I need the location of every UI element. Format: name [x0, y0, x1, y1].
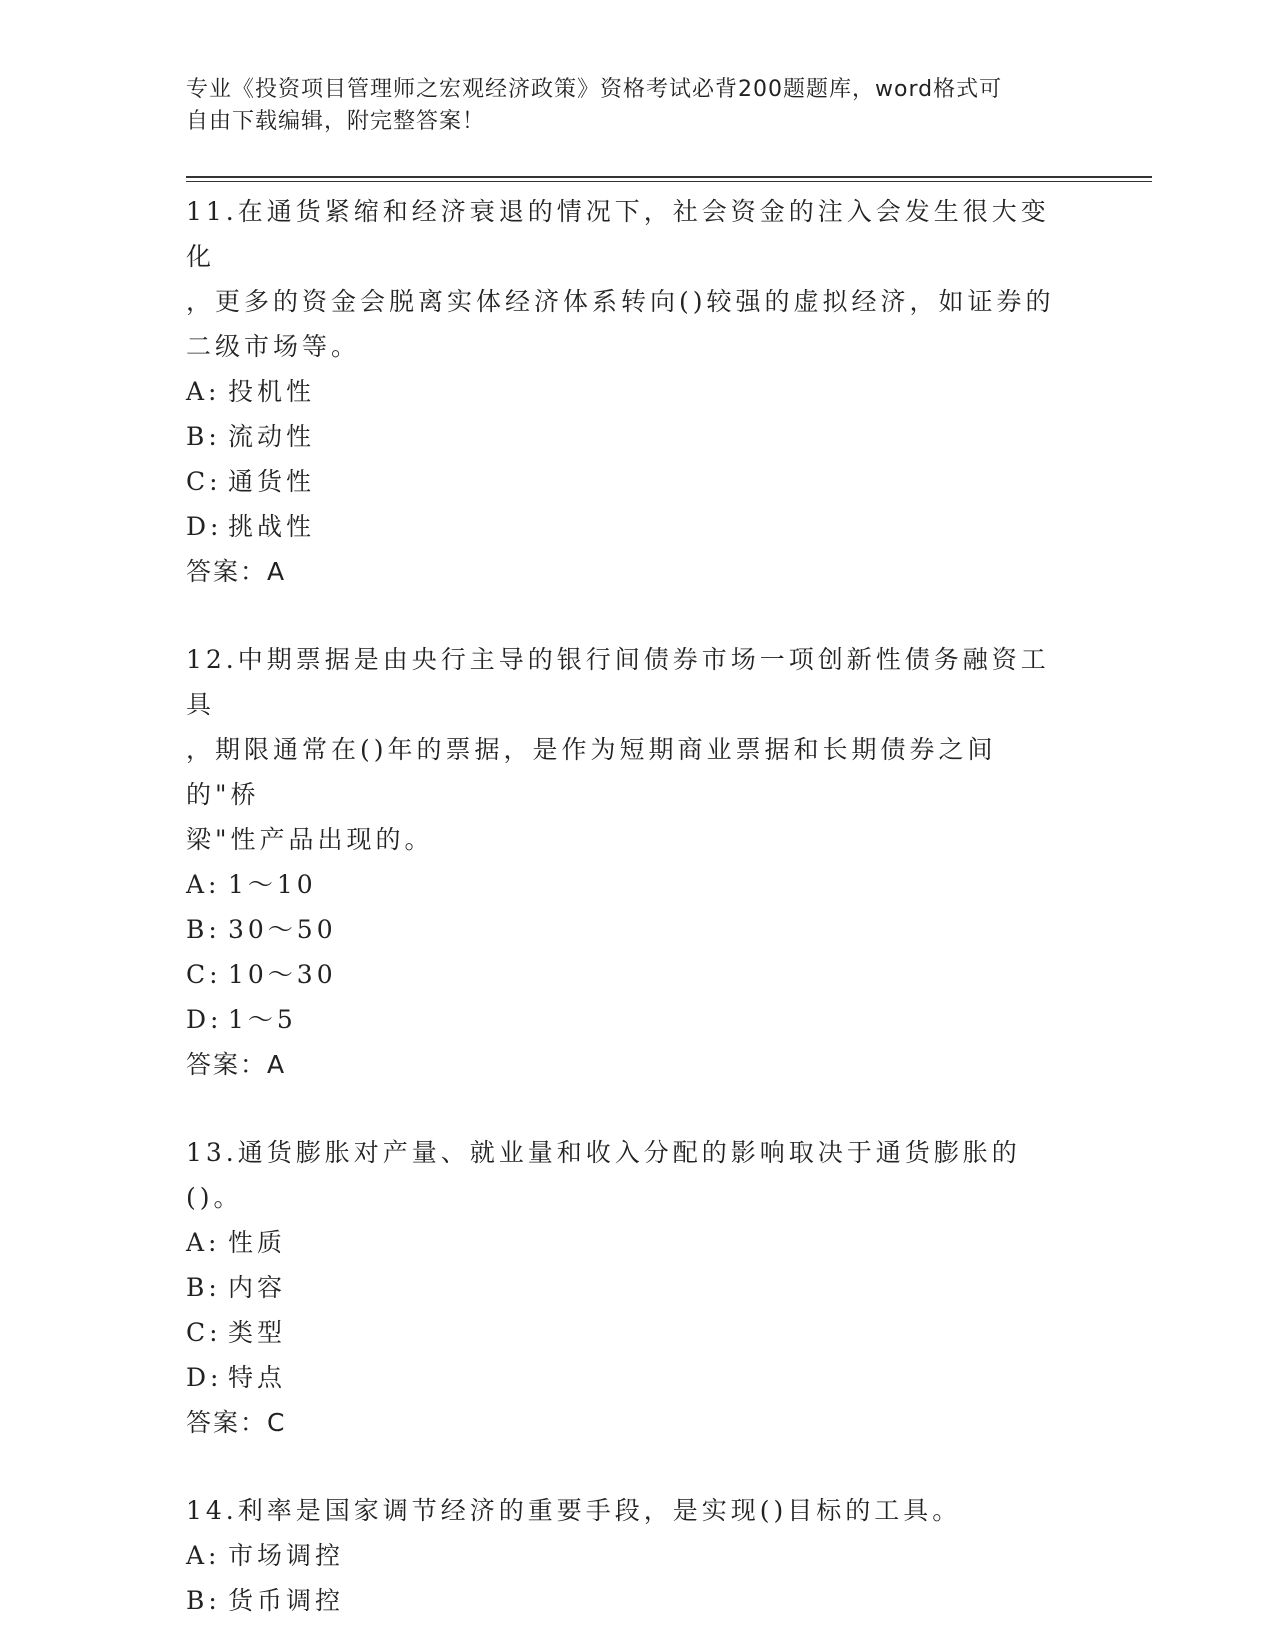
option-text: 类型 — [228, 1318, 287, 1347]
option-a — [186, 1533, 1066, 1578]
document-header — [186, 74, 1066, 138]
option-letter: C: — [186, 467, 222, 496]
option-text: 货币调控 — [228, 1586, 345, 1615]
option-text: 市场调控 — [228, 1541, 345, 1570]
option-text: 特点 — [228, 1363, 287, 1392]
spacer — [186, 594, 1066, 637]
option-b — [186, 1578, 1066, 1623]
option-letter: A: — [186, 1228, 221, 1257]
option-c — [186, 1310, 1066, 1355]
option-letter: B: — [186, 1273, 221, 1302]
question-stem-line: 梁"性产品出现的。 — [186, 825, 434, 854]
header-line-2: 自由下载编辑，附完整答案！ — [186, 109, 486, 134]
question-list — [186, 189, 1066, 1623]
option-letter: C: — [186, 960, 222, 989]
option-a — [186, 369, 1066, 414]
option-c — [186, 459, 1066, 504]
answer-12: 答案：A — [186, 1050, 287, 1079]
option-d — [186, 1355, 1066, 1400]
option-d — [186, 504, 1066, 549]
option-letter: B: — [186, 915, 221, 944]
answer-13: 答案：C — [186, 1408, 287, 1437]
option-text: 1～10 — [228, 870, 317, 899]
option-letter: A: — [186, 377, 221, 406]
question-13 — [186, 1130, 1066, 1400]
option-letter: A: — [186, 870, 221, 899]
question-stem-line: 12.中期票据是由央行主导的银行间债券市场一项创新性债务融资工具 — [186, 645, 1050, 719]
option-text: 内容 — [228, 1273, 287, 1302]
option-letter: A: — [186, 1541, 221, 1570]
option-text: 流动性 — [228, 422, 316, 451]
option-letter: D: — [186, 1005, 223, 1034]
question-12 — [186, 637, 1066, 1042]
option-text: 10～30 — [228, 960, 337, 989]
option-d — [186, 997, 1066, 1042]
header-divider-thick — [186, 176, 1152, 178]
question-stem-line: 二级市场等。 — [186, 332, 361, 361]
answer-11: 答案：A — [186, 557, 287, 586]
option-letter: D: — [186, 1363, 223, 1392]
option-text: 投机性 — [228, 377, 316, 406]
option-text: 30～50 — [228, 915, 337, 944]
header-line-1: 专业《投资项目管理师之宏观经济政策》资格考试必背200题题库，word格式可 — [186, 77, 1003, 102]
option-text: 性质 — [228, 1228, 287, 1257]
option-text: 通货性 — [228, 467, 316, 496]
option-text: 1～5 — [228, 1005, 297, 1034]
question-stem-line: 14.利率是国家调节经济的重要手段，是实现()目标的工具。 — [186, 1496, 962, 1525]
option-b — [186, 1265, 1066, 1310]
option-letter: D: — [186, 512, 223, 541]
option-a — [186, 862, 1066, 907]
question-stem-line: ，更多的资金会脱离实体经济体系转向()较强的虚拟经济，如证券的 — [186, 287, 1055, 316]
spacer — [186, 1087, 1066, 1130]
option-text: 挑战性 — [228, 512, 316, 541]
question-stem-line: 13.通货膨胀对产量、就业量和收入分配的影响取决于通货膨胀的()。 — [186, 1138, 1021, 1212]
question-11 — [186, 189, 1066, 549]
option-b — [186, 414, 1066, 459]
option-letter: B: — [186, 1586, 221, 1615]
question-14 — [186, 1488, 1066, 1623]
spacer — [186, 1445, 1066, 1488]
option-letter: B: — [186, 422, 221, 451]
option-b — [186, 907, 1066, 952]
option-letter: C: — [186, 1318, 222, 1347]
question-stem-line: 11.在通货紧缩和经济衰退的情况下，社会资金的注入会发生很大变化 — [186, 197, 1050, 271]
option-a — [186, 1220, 1066, 1265]
question-stem-line: ，期限通常在()年的票据，是作为短期商业票据和长期债券之间的"桥 — [186, 735, 997, 809]
header-divider-thin — [186, 181, 1152, 182]
option-c — [186, 952, 1066, 997]
